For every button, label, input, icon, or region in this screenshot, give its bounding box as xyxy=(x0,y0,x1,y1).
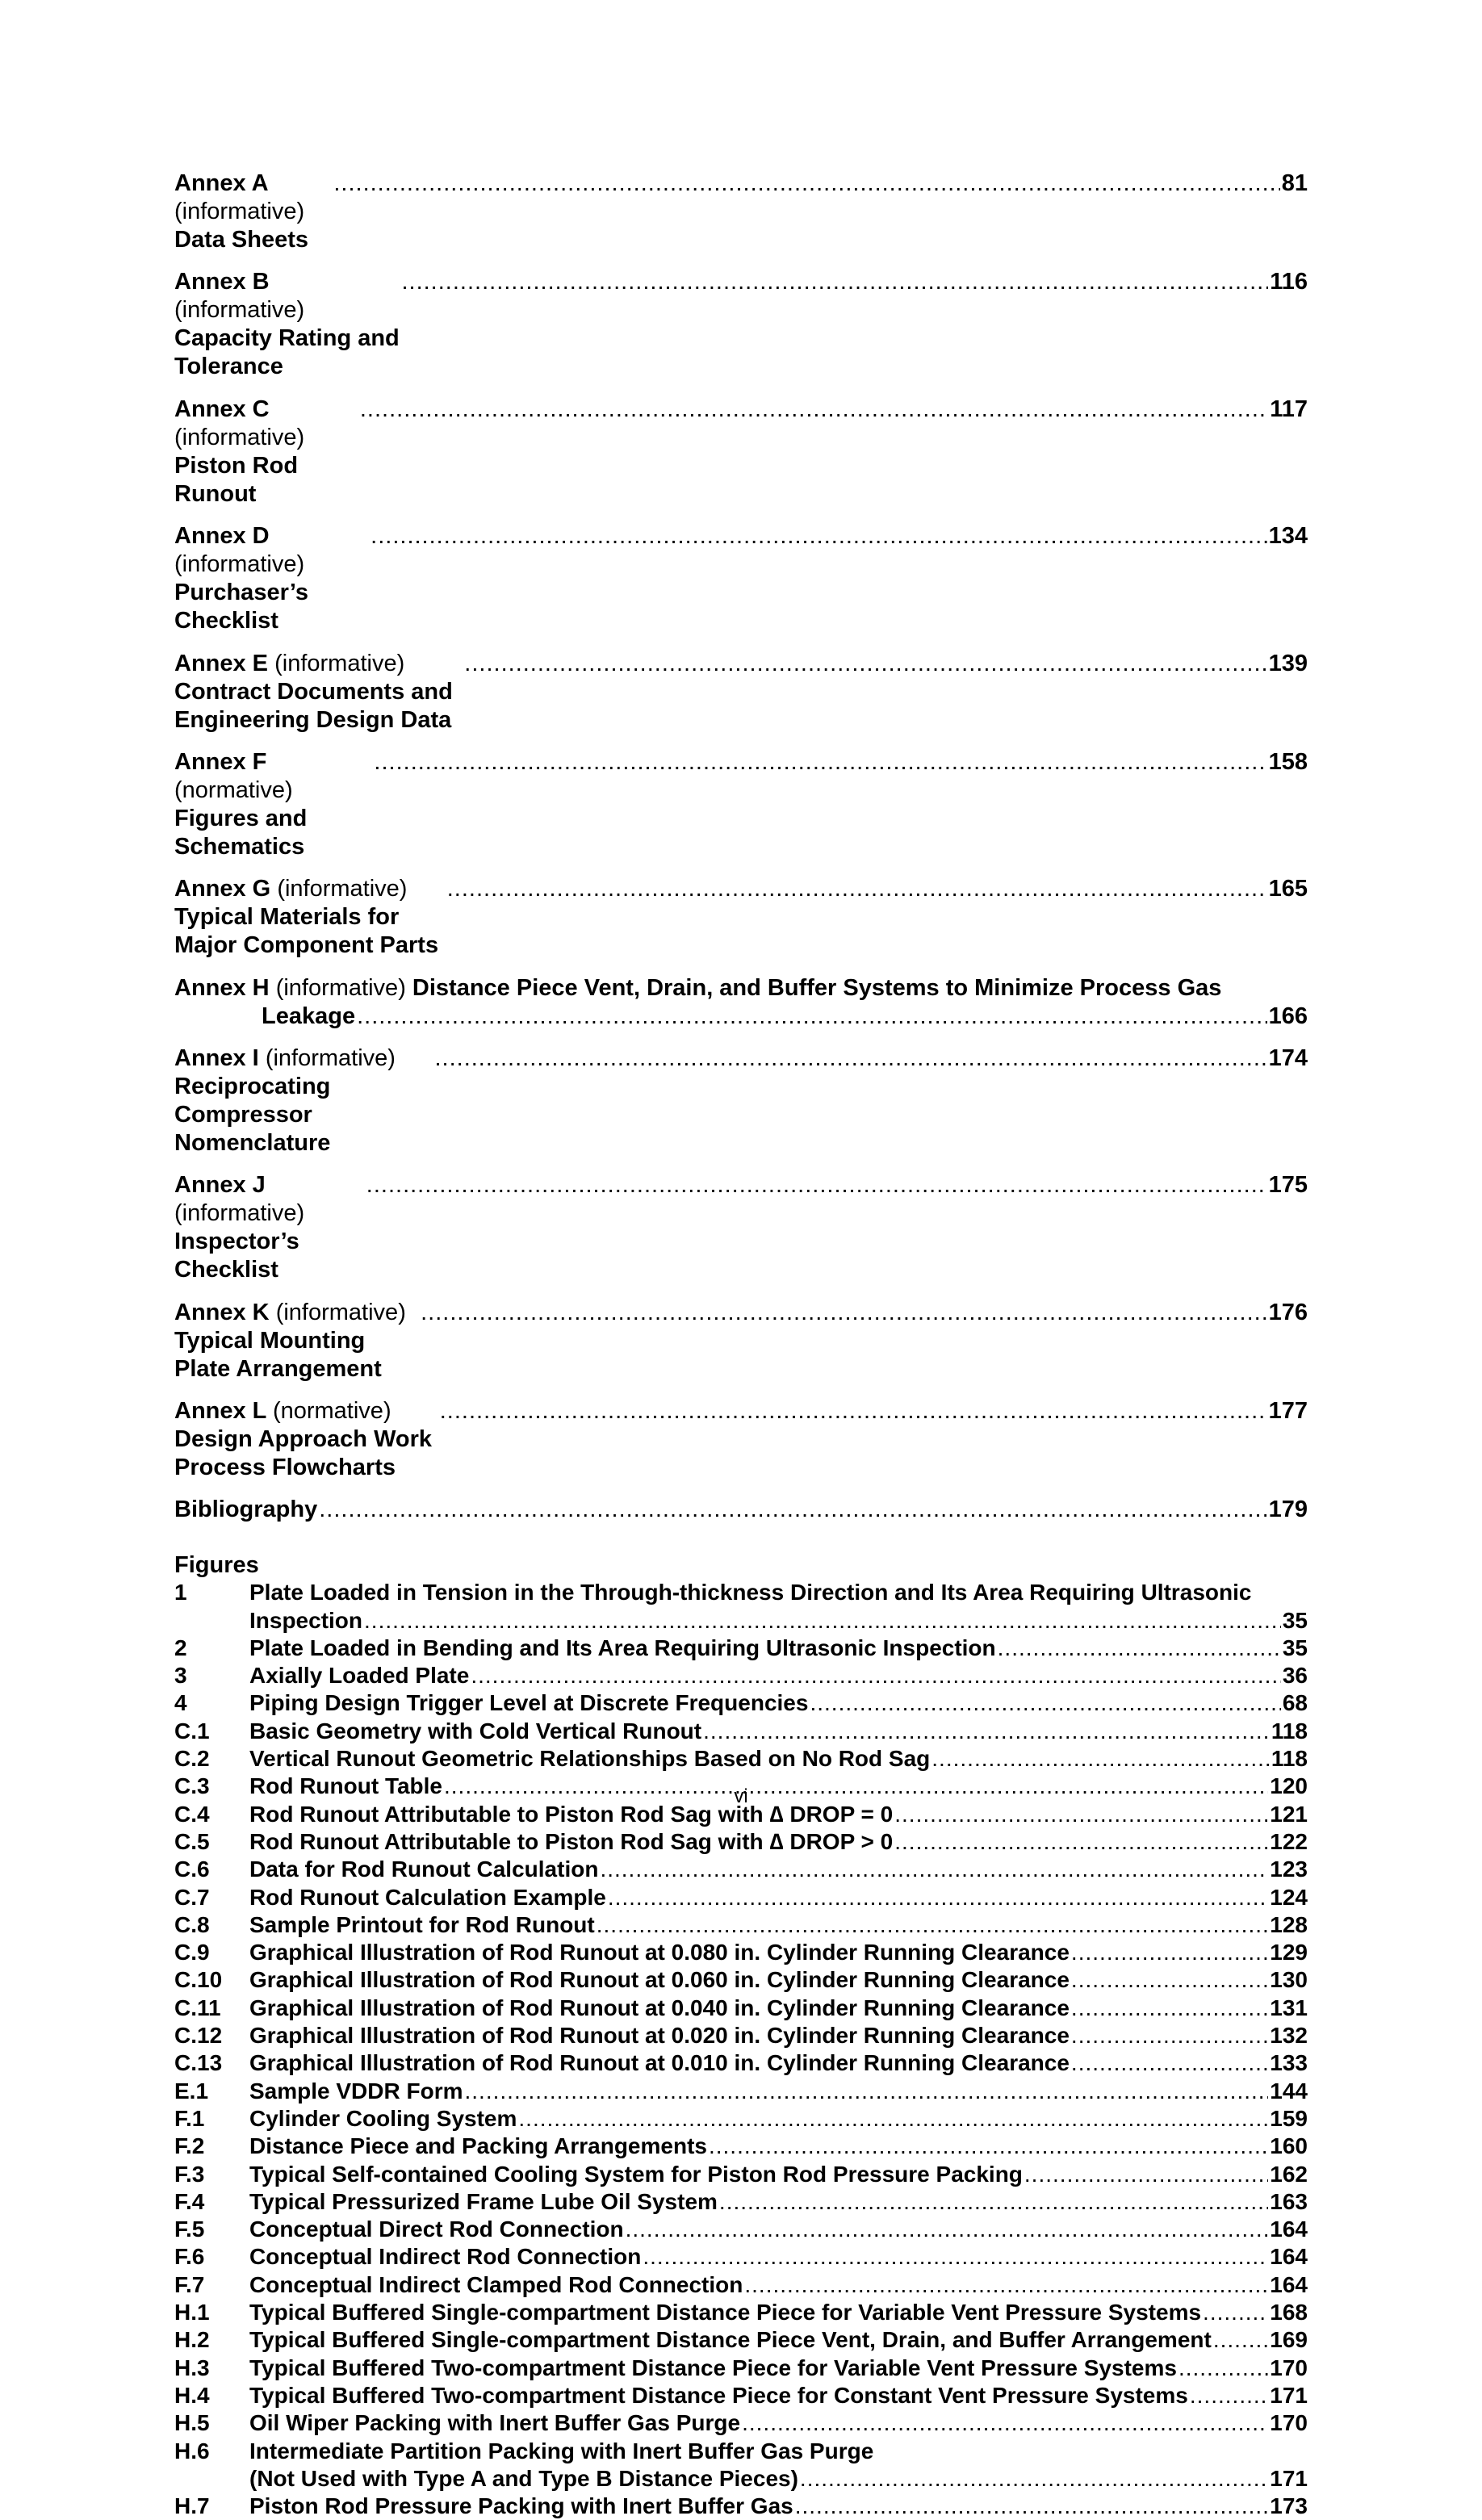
figure-title: Plate Loaded in Tension in the Through-thickness Direction and Its Area Requiring Ultrasonic xyxy=(249,1580,1252,1605)
figure-body xyxy=(249,1662,1308,1689)
figure-entry[interactable] xyxy=(174,2188,1308,2216)
figure-title: Typical Buffered Two-compartment Distance Piece for Constant Vent Pressure Systems xyxy=(249,2382,1188,2408)
figure-title: Rod Runout Attributable to Piston Rod Sag with ∆ DROP > 0 xyxy=(249,1828,894,1854)
figure-title: Sample VDDR Form xyxy=(249,2078,463,2103)
annex-heading xyxy=(174,875,446,960)
annex-title: Figures and Schematics xyxy=(174,805,308,860)
figure-page: 133 xyxy=(1270,2050,1308,2076)
annex-entry[interactable] xyxy=(174,1299,1308,1383)
dot-leader xyxy=(703,1718,1270,1745)
figure-number: F.1 xyxy=(174,2105,205,2131)
annex-page: 139 xyxy=(1268,650,1308,676)
annex-entry-continuation xyxy=(174,1003,1308,1031)
annex-page: 116 xyxy=(1270,269,1308,295)
figure-body xyxy=(249,2355,1308,2382)
annex-title: Design Approach Work Process Flowcharts xyxy=(174,1425,433,1480)
figure-entry[interactable] xyxy=(174,1662,1308,1689)
annex-entry[interactable] xyxy=(174,1171,1308,1284)
figure-body xyxy=(249,2382,1308,2409)
dot-leader xyxy=(626,2216,1269,2243)
figure-number: H.3 xyxy=(174,2355,210,2380)
annex-type: (informative) xyxy=(174,1200,305,1227)
figure-entry[interactable] xyxy=(174,2326,1308,2354)
figure-entry[interactable] xyxy=(174,2078,1308,2105)
annex-label: Annex A xyxy=(174,170,268,196)
annex-heading xyxy=(174,1171,365,1284)
annex-type: (normative) xyxy=(272,1397,391,1424)
annex-type: (informative) xyxy=(174,551,305,578)
figure-page: 123 xyxy=(1270,1857,1308,1882)
bibliography-page: 179 xyxy=(1268,1497,1308,1523)
dot-leader xyxy=(440,1397,1267,1425)
figure-number: C.3 xyxy=(174,1773,210,1799)
dot-leader xyxy=(319,1496,1266,1524)
annex-label: Annex E xyxy=(174,650,269,676)
annex-page: 175 xyxy=(1268,1172,1308,1199)
annex-heading xyxy=(174,1397,438,1482)
figure-entry[interactable] xyxy=(174,1689,1308,1717)
figure-entry[interactable] xyxy=(174,2355,1308,2382)
annex-entry[interactable] xyxy=(174,522,1308,635)
figure-body xyxy=(249,1856,1308,1883)
figure-title: Oil Wiper Packing with Inert Buffer Gas Purge xyxy=(249,2410,741,2436)
annex-title: Purchaser’s Checklist xyxy=(174,580,309,634)
dot-leader xyxy=(600,1856,1268,1883)
figure-body xyxy=(249,2161,1308,2188)
annex-entry[interactable] xyxy=(174,748,1308,861)
figure-number: 1 xyxy=(174,1580,187,1605)
figure-page: 159 xyxy=(1270,2105,1308,2131)
dot-leader xyxy=(518,2105,1268,2133)
figure-title: Cylinder Cooling System xyxy=(249,2105,517,2131)
figure-entry[interactable] xyxy=(174,2022,1308,2049)
annex-type: (informative) xyxy=(174,424,305,450)
figure-page: 130 xyxy=(1270,1967,1308,1993)
figure-entry[interactable] xyxy=(174,2161,1308,2188)
dot-leader xyxy=(370,522,1266,550)
figure-body xyxy=(249,1966,1308,1994)
annex-page: 158 xyxy=(1268,748,1308,775)
figure-body xyxy=(249,2326,1308,2354)
dot-leader xyxy=(742,2409,1268,2437)
figure-number: F.2 xyxy=(174,2133,205,2159)
figure-title: Distance Piece and Packing Arrangements xyxy=(249,2133,707,2159)
figure-entry[interactable] xyxy=(174,1884,1308,1911)
figure-entry[interactable] xyxy=(174,2271,1308,2299)
annex-heading xyxy=(174,170,332,254)
figure-page: 168 xyxy=(1270,2300,1308,2325)
figure-list xyxy=(174,1579,1308,2520)
dot-leader xyxy=(434,1044,1266,1073)
figure-number: C.13 xyxy=(174,2050,223,2076)
figure-page: 171 xyxy=(1270,2382,1308,2408)
figure-page: 164 xyxy=(1270,2244,1308,2270)
dot-leader xyxy=(421,1299,1266,1327)
dot-leader xyxy=(357,1003,1267,1031)
figure-body xyxy=(249,1689,1308,1717)
figure-body xyxy=(249,2022,1308,2049)
annex-page: 166 xyxy=(1268,1003,1308,1029)
figure-title: Rod Runout Calculation Example xyxy=(249,1884,606,1910)
annex-title: Piston Rod Runout xyxy=(174,452,299,507)
figure-page: 162 xyxy=(1270,2161,1308,2187)
figure-page: 131 xyxy=(1270,1995,1308,2020)
figure-number: C.7 xyxy=(174,1884,210,1910)
annex-title: Typical Mounting Plate Arrangement xyxy=(174,1327,382,1382)
figure-page: 173 xyxy=(1270,2493,1308,2519)
figure-body xyxy=(249,2271,1308,2299)
figure-page: 164 xyxy=(1270,2271,1308,2297)
figure-continuation xyxy=(249,1607,1308,1635)
dot-leader xyxy=(643,2243,1268,2271)
figure-body xyxy=(249,2105,1308,2133)
annex-page: 117 xyxy=(1270,396,1308,422)
dot-leader xyxy=(1071,2022,1268,2049)
figure-number: E.1 xyxy=(174,2078,209,2103)
figure-body xyxy=(249,2409,1308,2437)
annex-label: Annex K xyxy=(174,1299,270,1325)
figure-page: 36 xyxy=(1282,1663,1308,1689)
dot-leader xyxy=(333,170,1279,198)
annex-heading xyxy=(174,396,358,509)
annex-heading xyxy=(174,1044,433,1157)
dot-leader xyxy=(795,2493,1269,2520)
annex-type: (informative) xyxy=(174,199,305,224)
annex-heading xyxy=(174,522,369,635)
annex-title: Typical Materials for Major Component Parts xyxy=(174,904,439,959)
figure-title-continued: (Not Used with Type A and Type B Distance Pieces) xyxy=(249,2465,798,2491)
figure-body xyxy=(249,2243,1308,2271)
figure-number: H.6 xyxy=(174,2438,210,2463)
figure-body xyxy=(249,2078,1308,2105)
figure-number: 2 xyxy=(174,1635,187,1660)
figure-body xyxy=(249,1718,1308,1745)
figure-title: Graphical Illustration of Rod Runout at 0.060 in. Cylinder Running Clearance xyxy=(249,1967,1070,1993)
figure-number: C.11 xyxy=(174,1995,221,2020)
figure-entry[interactable] xyxy=(174,2382,1308,2409)
figure-page: 128 xyxy=(1270,1911,1308,1937)
figure-page: 170 xyxy=(1270,2410,1308,2436)
figure-entry[interactable] xyxy=(174,1579,1308,1635)
annex-title: Data Sheets xyxy=(174,227,309,253)
figure-number: H.2 xyxy=(174,2327,210,2353)
dot-leader xyxy=(465,2078,1269,2105)
dot-leader xyxy=(800,2465,1268,2493)
dot-leader xyxy=(1071,1939,1268,1966)
figure-body xyxy=(249,1828,1308,1856)
figure-number: F.6 xyxy=(174,2244,205,2270)
dot-leader xyxy=(1213,2326,1268,2354)
figure-title: Typical Buffered Single-compartment Distance Piece Vent, Drain, and Buffer Arrangement xyxy=(249,2327,1212,2353)
page-number: vi xyxy=(734,1785,748,1807)
figure-page: 35 xyxy=(1282,1607,1308,1633)
annex-title: Contract Documents and Engineering Design Data xyxy=(174,678,453,733)
figure-entry[interactable] xyxy=(174,2438,1308,2493)
dot-leader xyxy=(998,1635,1281,1662)
annex-page: 177 xyxy=(1268,1397,1308,1424)
figure-title: Conceptual Indirect Rod Connection xyxy=(249,2244,642,2270)
annex-label: Annex D xyxy=(174,523,270,550)
figure-body xyxy=(249,2216,1308,2243)
figure-page: 118 xyxy=(1271,1746,1308,1772)
figure-entry[interactable] xyxy=(174,1966,1308,1994)
figure-number: C.6 xyxy=(174,1857,210,1882)
figure-entry[interactable] xyxy=(174,1718,1308,1745)
annex-page: 81 xyxy=(1281,170,1308,196)
figure-body xyxy=(249,2493,1308,2520)
annex-label: Annex G xyxy=(174,876,271,902)
figure-title: Piston Rod Pressure Packing with Inert Buffer Gas xyxy=(249,2493,793,2519)
figure-entry[interactable] xyxy=(174,2243,1308,2271)
figure-page: 164 xyxy=(1270,2217,1308,2242)
annex-heading xyxy=(174,748,372,861)
figure-entry[interactable] xyxy=(174,1911,1308,1939)
bibliography-entry[interactable] xyxy=(174,1496,1308,1524)
figure-page: 124 xyxy=(1270,1884,1308,1910)
figure-page: 122 xyxy=(1270,1828,1308,1854)
dot-leader xyxy=(360,396,1268,424)
figure-number: F.4 xyxy=(174,2188,205,2214)
figure-title: Sample Printout for Rod Runout xyxy=(249,1911,595,1937)
figure-title: Graphical Illustration of Rod Runout at 0.080 in. Cylinder Running Clearance xyxy=(249,1940,1070,1965)
annex-label: Annex I xyxy=(174,1044,259,1071)
dot-leader xyxy=(931,1745,1270,1773)
figure-title: Graphical Illustration of Rod Runout at 0.020 in. Cylinder Running Clearance xyxy=(249,2023,1070,2049)
figure-entry[interactable] xyxy=(174,1635,1308,1662)
dot-leader xyxy=(744,2271,1268,2299)
figure-page: 120 xyxy=(1270,1773,1308,1799)
figure-page: 170 xyxy=(1270,2355,1308,2380)
figure-number: H.1 xyxy=(174,2300,210,2325)
figure-entry[interactable] xyxy=(174,2299,1308,2326)
annex-label: Annex C xyxy=(174,396,270,422)
figure-page: 129 xyxy=(1270,1940,1308,1965)
annex-entry[interactable] xyxy=(174,650,1308,735)
dot-leader xyxy=(401,268,1268,296)
dot-leader xyxy=(366,1171,1267,1199)
annex-page: 165 xyxy=(1268,876,1308,902)
figure-entry[interactable] xyxy=(174,2105,1308,2133)
figure-page: 132 xyxy=(1270,2023,1308,2049)
dot-leader xyxy=(464,650,1266,678)
figure-title: Basic Geometry with Cold Vertical Runout xyxy=(249,1718,702,1743)
annex-entry[interactable] xyxy=(174,170,1308,254)
figure-entry[interactable] xyxy=(174,2049,1308,2077)
figure-number: C.1 xyxy=(174,1718,210,1743)
figure-body xyxy=(249,1939,1308,1966)
figure-body xyxy=(249,1911,1308,1939)
annex-entry[interactable] xyxy=(174,1397,1308,1482)
figure-body xyxy=(249,1635,1308,1662)
figure-title: Plate Loaded in Bending and Its Area Requiring Ultrasonic Inspection xyxy=(249,1635,996,1660)
annex-type: (informative) xyxy=(265,1044,396,1071)
figure-title: Axially Loaded Plate xyxy=(249,1663,470,1689)
dot-leader xyxy=(1178,2355,1268,2382)
figure-number: C.2 xyxy=(174,1746,210,1772)
dot-leader xyxy=(1071,2049,1268,2077)
figure-page: 160 xyxy=(1270,2133,1308,2159)
figure-body xyxy=(249,2133,1308,2160)
figure-title: Typical Buffered Single-compartment Distance Piece for Variable Vent Pressure Systems xyxy=(249,2300,1202,2325)
dot-leader xyxy=(1071,1995,1268,2022)
figure-title: Piping Design Trigger Level at Discrete Frequencies xyxy=(249,1690,809,1716)
dot-leader xyxy=(709,2133,1268,2160)
dot-leader xyxy=(894,1828,1268,1856)
annex-label: Annex H xyxy=(174,974,270,1001)
dot-leader xyxy=(1203,2299,1268,2326)
dot-leader xyxy=(447,875,1267,903)
figure-number: C.4 xyxy=(174,1801,210,1827)
figure-title: Typical Pressurized Frame Lube Oil System xyxy=(249,2188,718,2214)
annex-title-continued: Leakage xyxy=(262,1003,356,1029)
annex-title: Inspector’s Checklist xyxy=(174,1229,299,1283)
annex-entry[interactable] xyxy=(174,396,1308,509)
annex-entry[interactable] xyxy=(174,875,1308,960)
figure-number: 3 xyxy=(174,1663,187,1689)
figure-number: C.8 xyxy=(174,1911,210,1937)
figure-body xyxy=(249,2188,1308,2216)
figure-page: 68 xyxy=(1282,1690,1308,1716)
figure-title-block xyxy=(249,2438,1308,2493)
annex-entry[interactable] xyxy=(174,1044,1308,1157)
annex-heading xyxy=(174,650,463,735)
figure-number: C.5 xyxy=(174,1828,210,1854)
figure-title: Rod Runout Attributable to Piston Rod Sag with ∆ DROP = 0 xyxy=(249,1801,894,1827)
figure-title-block xyxy=(249,1579,1308,1635)
annex-label: Annex F xyxy=(174,748,267,775)
annex-type: (informative) xyxy=(275,974,406,1001)
dot-leader xyxy=(1071,1966,1268,1994)
figure-body xyxy=(249,2049,1308,2077)
figure-title-continued: Inspection xyxy=(249,1607,363,1633)
annex-list xyxy=(174,170,1308,1482)
annex-title: Reciprocating Compressor Nomenclature xyxy=(174,1073,331,1156)
annex-entry[interactable] xyxy=(174,268,1308,381)
figure-number: H.5 xyxy=(174,2410,210,2436)
annex-heading xyxy=(174,1299,419,1383)
figure-title: Conceptual Indirect Clamped Rod Connection xyxy=(249,2271,743,2297)
dot-leader xyxy=(471,1662,1281,1689)
figure-body xyxy=(249,1745,1308,1773)
dot-leader xyxy=(810,1689,1280,1717)
figure-entry[interactable] xyxy=(174,2493,1308,2520)
figure-number: F.3 xyxy=(174,2161,205,2187)
figure-entry[interactable] xyxy=(174,2409,1308,2437)
annex-type: (informative) xyxy=(275,1299,406,1325)
annex-label: Annex L xyxy=(174,1397,266,1424)
figure-body xyxy=(249,2299,1308,2326)
annex-heading xyxy=(174,268,400,381)
dot-leader xyxy=(597,1911,1269,1939)
annex-type: (informative) xyxy=(277,876,408,902)
figure-number: F.7 xyxy=(174,2271,205,2297)
annex-type: (normative) xyxy=(174,777,293,803)
dot-leader xyxy=(608,1884,1268,1911)
figure-continuation xyxy=(249,2465,1308,2493)
figure-title: Conceptual Direct Rod Connection xyxy=(249,2217,624,2242)
annex-title: Distance Piece Vent, Drain, and Buffer Systems to Minimize Process Gas xyxy=(412,974,1222,1001)
annex-entry[interactable] xyxy=(174,974,1308,1031)
figure-title: Typical Self-contained Cooling System for Piston Rod Pressure Packing xyxy=(249,2161,1023,2187)
figure-page: 169 xyxy=(1270,2327,1308,2353)
figure-entry[interactable] xyxy=(174,1939,1308,1966)
figure-title: Rod Runout Table xyxy=(249,1773,442,1799)
figure-number: 4 xyxy=(174,1690,187,1716)
figure-page: 163 xyxy=(1270,2188,1308,2214)
figure-number: H.4 xyxy=(174,2382,210,2408)
figure-entry[interactable] xyxy=(174,2216,1308,2243)
figure-title: Data for Rod Runout Calculation xyxy=(249,1857,599,1882)
figure-number: C.9 xyxy=(174,1940,210,1965)
figure-entry[interactable] xyxy=(174,1828,1308,1856)
figure-title: Typical Buffered Two-compartment Distance Piece for Variable Vent Pressure Systems xyxy=(249,2355,1177,2380)
annex-title: Capacity Rating and Tolerance xyxy=(174,325,400,380)
dot-leader xyxy=(364,1607,1281,1635)
figure-number: C.10 xyxy=(174,1967,223,1993)
figure-page: 121 xyxy=(1270,1801,1308,1827)
annex-label: Annex B xyxy=(174,269,270,295)
dot-leader xyxy=(719,2188,1268,2216)
figure-page: 171 xyxy=(1270,2465,1308,2491)
figure-number: H.7 xyxy=(174,2493,210,2519)
figure-title: Graphical Illustration of Rod Runout at 0.040 in. Cylinder Running Clearance xyxy=(249,1995,1070,2020)
annex-type: (informative) xyxy=(274,650,405,676)
figure-title: Vertical Runout Geometric Relationships Based on No Rod Sag xyxy=(249,1746,931,1772)
dot-leader xyxy=(374,748,1266,777)
annex-label: Annex J xyxy=(174,1172,266,1199)
figure-number: C.12 xyxy=(174,2023,223,2049)
figure-entry[interactable] xyxy=(174,1745,1308,1773)
annex-entry-line xyxy=(174,974,1308,1003)
figures-heading: Figures xyxy=(174,1552,259,1579)
annex-page: 176 xyxy=(1268,1299,1308,1325)
figure-title: Graphical Illustration of Rod Runout at 0.010 in. Cylinder Running Clearance xyxy=(249,2050,1070,2076)
figure-body xyxy=(249,1995,1308,2022)
figure-number: F.5 xyxy=(174,2217,205,2242)
figure-entry[interactable] xyxy=(174,2133,1308,2160)
bibliography-title: Bibliography xyxy=(174,1497,318,1523)
figure-body xyxy=(249,1884,1308,1911)
figure-page: 144 xyxy=(1270,2078,1308,2103)
figure-entry[interactable] xyxy=(174,1995,1308,2022)
annex-type: (informative) xyxy=(174,297,305,324)
annex-page: 174 xyxy=(1268,1044,1308,1071)
annex-page: 134 xyxy=(1268,523,1308,550)
figure-title: Intermediate Partition Packing with Inert Buffer Gas Purge xyxy=(249,2438,874,2463)
dot-leader xyxy=(1190,2382,1268,2409)
figure-page: 35 xyxy=(1282,1635,1308,1660)
figure-page: 118 xyxy=(1271,1718,1308,1743)
dot-leader xyxy=(1024,2161,1268,2188)
table-of-contents xyxy=(174,170,1308,2520)
figure-entry[interactable] xyxy=(174,1856,1308,1883)
